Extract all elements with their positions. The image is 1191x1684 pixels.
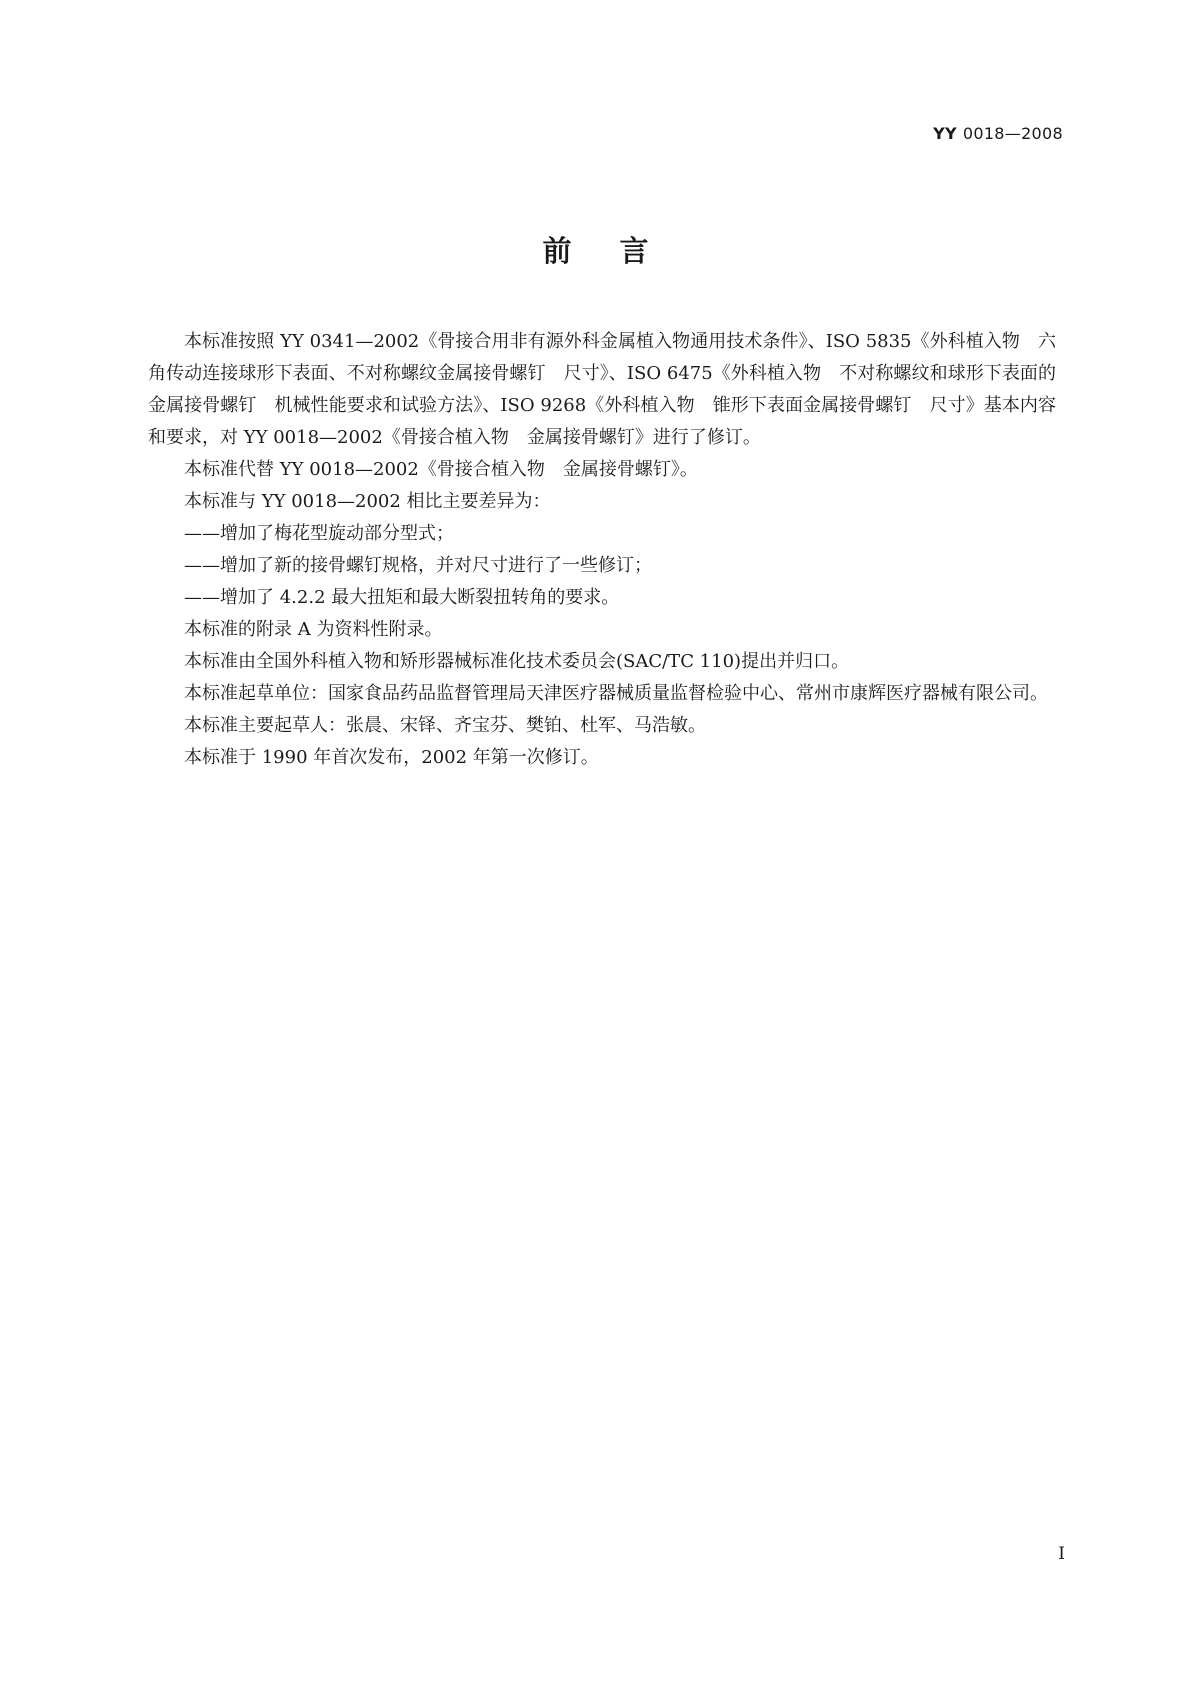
standard-code: YY [933,124,957,143]
standard-number-header [933,124,1063,143]
paragraph-drafters: 本标准主要起草人：张晨、宋铎、齐宝芬、樊铂、杜军、马浩敏。 [184,715,706,736]
page-number: I [1058,1544,1065,1564]
foreword-body [148,326,1056,774]
difference-item: ——增加了 4.2.2 最大扭矩和最大断裂扭转角的要求。 [184,587,620,608]
paragraph-differences-intro: 本标准与 YY 0018—2002 相比主要差异为： [184,491,551,512]
difference-item: ——增加了梅花型旋动部分型式； [184,523,454,544]
page-title: 前言 [542,234,697,268]
paragraph-committee: 本标准由全国外科植入物和矫形器械标准化技术委员会(SAC/TC 110)提出并归口。 [184,651,850,672]
paragraph-annex: 本标准的附录 A 为资料性附录。 [184,619,443,640]
standard-number: 0018—2008 [962,124,1063,143]
paragraph-history: 本标准于 1990 年首次发布，2002 年第一次修订。 [184,747,599,768]
paragraph-drafting-units: 本标准起草单位：国家食品药品监督管理局天津医疗器械质量监督检验中心、常州市康辉医疗器械有限公司。 [184,683,1048,704]
difference-item: ——增加了新的接骨螺钉规格，并对尺寸进行了一些修订； [184,555,652,576]
paragraph-replaces: 本标准代替 YY 0018—2002《骨接合植入物 金属接骨螺钉》。 [184,459,698,480]
paragraph-basis: 本标准按照 YY 0341—2002《骨接合用非有源外科金属植入物通用技术条件》、ISO 5835《外科植入物 六角传动连接球形下表面、不对称螺纹金属接骨螺钉 尺寸》、ISO 6475《外科植入物 不对称螺纹和球形下表面的金属接骨螺钉 机械性能要求和试验方法》、ISO 9268《外科植入物 锥形下表面金属接骨螺钉 尺寸》基本内容和要求，对 YY 0018—2002《骨接合植入物 金属接骨螺钉》进行了修订。 [148,331,1056,448]
